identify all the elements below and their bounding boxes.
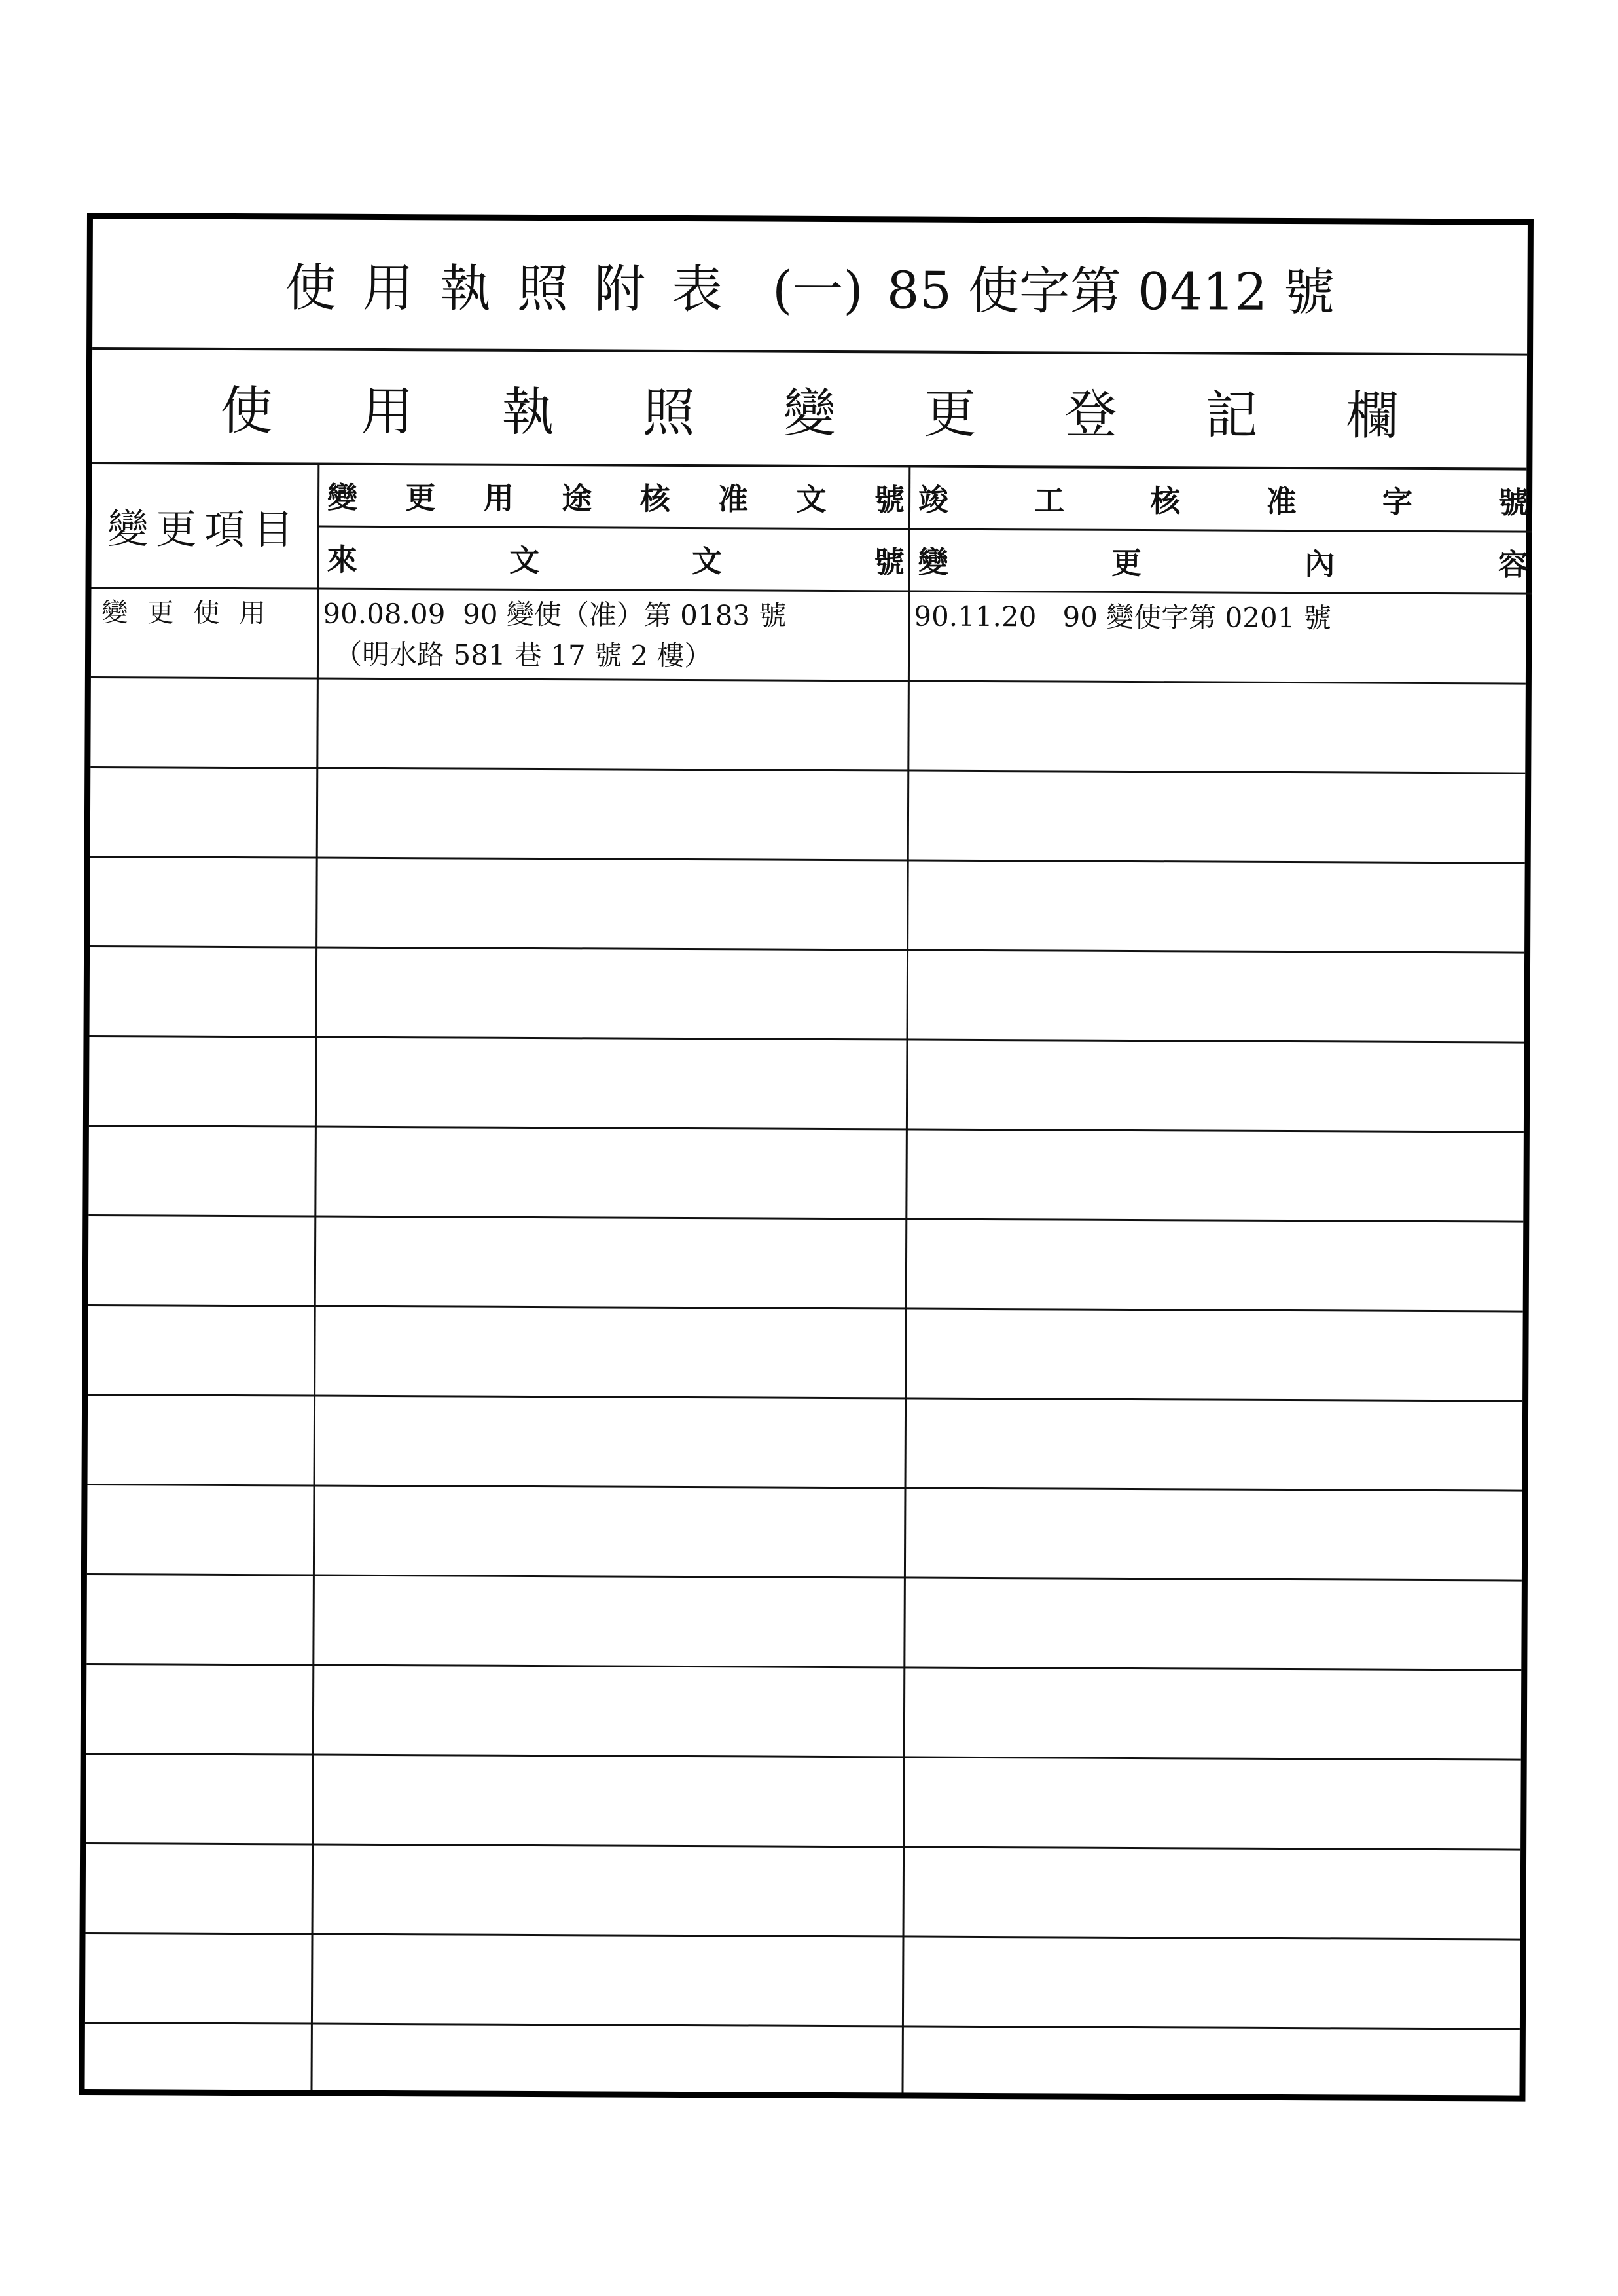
approval-number-line (321, 953, 907, 955)
mid-top-header-char: 變 (327, 479, 358, 515)
address-line (320, 1311, 905, 1314)
right-top-header-char: 竣 (918, 482, 949, 518)
cell-completion-number (905, 1848, 1527, 1938)
address-line (317, 2029, 902, 2032)
address-line (322, 863, 907, 866)
cell-completion-number (906, 1489, 1528, 1579)
right-top-header-char: 核 (1150, 483, 1181, 519)
subtitle-text: 使用執照變更登記欄 (220, 380, 1487, 447)
completion-number-line (910, 1404, 1528, 1406)
cell-approval-number (317, 1038, 907, 1129)
cell-approval-number (315, 1307, 905, 1398)
cell-completion-number (910, 592, 1532, 682)
approval-number-line (319, 1401, 905, 1404)
table-row (90, 768, 1526, 864)
cell-completion-number (908, 951, 1531, 1041)
completion-number-line (910, 1493, 1528, 1496)
column-header-item-label: 變更項目 (107, 505, 302, 554)
approval-number-line (322, 773, 907, 776)
cell-completion-number (907, 1220, 1530, 1310)
cell-completion-number (907, 1130, 1530, 1220)
cell-change-item (86, 1575, 313, 1664)
cell-completion-number (905, 1668, 1528, 1758)
column-header-right-bottom (910, 530, 1532, 594)
table-row (86, 1755, 1521, 1851)
completion-number-line (913, 776, 1531, 778)
address-line (321, 953, 907, 955)
right-bottom-header-char: 內 (1304, 546, 1335, 582)
address-line (321, 1132, 906, 1135)
address-line (319, 1491, 904, 1493)
table-row (90, 678, 1526, 774)
table-row (89, 1037, 1524, 1133)
table-row (90, 947, 1525, 1044)
completion-number-line (911, 1314, 1529, 1317)
address-line (323, 683, 908, 686)
cell-approval-number (316, 1128, 906, 1218)
completion-number-line (908, 1852, 1526, 1855)
mid-bottom-header-char: 號 (874, 544, 905, 580)
right-top-header-char: 字 (1382, 484, 1412, 520)
cell-completion-number (909, 771, 1532, 862)
cell-change-item (90, 768, 317, 857)
title-prefix: 使用執照附表 (285, 259, 749, 320)
right-bottom-header-char: 變 (918, 544, 948, 580)
right-top-header-char: 工 (1034, 483, 1065, 519)
cell-completion-number (905, 1758, 1527, 1848)
mid-top-header-char: 核 (639, 481, 670, 517)
cell-change-item (88, 1127, 315, 1216)
cell-approval-number (314, 1666, 904, 1757)
cell-change-item (90, 858, 316, 947)
approval-number-line (317, 1939, 902, 1942)
title-paren: (一) (772, 261, 864, 321)
cell-change-item (87, 1485, 314, 1575)
cell-approval-number (316, 1218, 906, 1308)
approval-number-line (317, 1850, 903, 1852)
table-row (86, 1665, 1522, 1761)
right-top-header-char: 號 (1498, 484, 1529, 520)
cell-approval-number (318, 680, 908, 770)
cell-change-item (86, 1755, 312, 1844)
cell-approval-number (318, 769, 908, 860)
column-header-right-top (910, 467, 1532, 532)
completion-number-line (913, 866, 1531, 868)
mid-bottom-header-char: 文 (509, 542, 540, 579)
approval-number-line (322, 863, 907, 866)
address-line (318, 1670, 903, 1673)
cell-completion-number (904, 1937, 1526, 2028)
mid-top-header-char: 文 (796, 481, 827, 517)
address-line (318, 1760, 903, 1762)
cell-approval-number (315, 1397, 905, 1487)
table-row (88, 1396, 1523, 1492)
approval-number-line: 90.08.09 90 變使（准）第 0183 號 (323, 597, 787, 632)
mid-top-header-char: 更 (405, 480, 436, 516)
cell-approval-number (314, 1756, 903, 1846)
cell-approval-number (314, 1576, 904, 1667)
mid-bottom-header-char: 來 (327, 541, 357, 577)
cell-change-item (86, 1844, 312, 1933)
mid-top-header-char: 准 (718, 481, 749, 517)
completion-number-line (912, 955, 1530, 958)
completion-number-line (909, 1762, 1527, 1765)
cell-completion-number (907, 1309, 1529, 1400)
cell-change-item (89, 1037, 315, 1126)
address-line (319, 1401, 905, 1404)
cell-completion-number (905, 1578, 1528, 1669)
address-line (319, 1580, 904, 1583)
approval-number-line (321, 1132, 906, 1135)
cell-change-item (85, 1934, 312, 2023)
table-row (90, 858, 1525, 954)
cell-approval-number (314, 1846, 903, 1936)
cell-change-item (88, 1216, 315, 1305)
mid-top-header-char: 用 (483, 480, 514, 516)
approval-number-line (319, 1491, 904, 1493)
cell-approval-number (313, 1935, 903, 2026)
cell-completion-number (909, 682, 1532, 772)
register-table (84, 464, 1529, 2096)
cell-change-item: 變更使用 (101, 598, 285, 629)
completion-number-line (908, 2031, 1526, 2033)
approval-number-line (320, 1222, 905, 1224)
approval-number-line (318, 1760, 903, 1762)
completion-number-line (908, 1941, 1526, 1944)
table-row (91, 589, 1526, 685)
cell-completion-number (903, 2027, 1526, 2119)
approval-number-line (319, 1580, 904, 1583)
cell-change-item (88, 1396, 314, 1485)
approval-number-line (323, 683, 908, 686)
cell-approval-number (317, 859, 907, 949)
cell-change-item (84, 2024, 311, 2115)
address-line: （明水路 581 巷 17 號 2 樓） (334, 638, 712, 672)
table-row (88, 1216, 1524, 1313)
completion-number-line (912, 1135, 1530, 1137)
cell-completion-number (907, 1399, 1529, 1489)
column-header-item (91, 464, 317, 590)
approval-number-line (317, 2029, 902, 2032)
approval-number-line (318, 1670, 903, 1673)
mid-top-header-char: 號 (874, 482, 905, 518)
address-line (321, 1042, 906, 1045)
cell-completion-number (908, 1040, 1530, 1131)
column-header-mid-bottom (319, 528, 908, 592)
table-row (86, 1575, 1522, 1671)
form-title (92, 219, 1528, 356)
cell-approval-number (319, 590, 908, 680)
mid-bottom-header-char: 文 (691, 543, 723, 579)
cell-approval-number (317, 949, 907, 1039)
right-top-header-char: 准 (1266, 483, 1297, 520)
approval-number-line (321, 1042, 906, 1045)
mid-top-header-char: 途 (562, 481, 592, 517)
license-form (79, 213, 1534, 2102)
cell-completion-number (908, 861, 1531, 951)
right-bottom-header-char: 容 (1498, 547, 1528, 583)
completion-number-line (912, 1045, 1530, 1048)
completion-number-line (911, 1224, 1529, 1227)
address-line (320, 1222, 905, 1224)
cell-change-item (90, 947, 316, 1036)
form-subtitle (92, 350, 1527, 471)
completion-number-line (910, 1583, 1528, 1586)
column-header-mid-top (319, 465, 908, 530)
address-line (317, 1850, 903, 1852)
cell-change-item (90, 678, 317, 767)
address-line (322, 773, 907, 776)
cell-approval-number (312, 2025, 902, 2117)
table-row (88, 1306, 1523, 1402)
cell-change-item (88, 1306, 314, 1395)
cell-approval-number (315, 1487, 905, 1577)
table-row (85, 1934, 1520, 2030)
table-row (84, 2024, 1520, 2120)
completion-number-line (909, 1673, 1527, 1675)
cell-change-item (86, 1665, 313, 1754)
table-row (87, 1485, 1522, 1582)
table-row (88, 1127, 1524, 1223)
title-suffix: 85 使字第 0412 號 (886, 261, 1335, 323)
completion-number-line: 90.11.20 90 變使字第 0201 號 (914, 600, 1331, 634)
table-row (86, 1844, 1521, 1941)
right-bottom-header-char: 更 (1111, 545, 1142, 581)
address-line (317, 1939, 902, 1942)
completion-number-line (914, 686, 1532, 689)
approval-number-line (320, 1311, 905, 1314)
